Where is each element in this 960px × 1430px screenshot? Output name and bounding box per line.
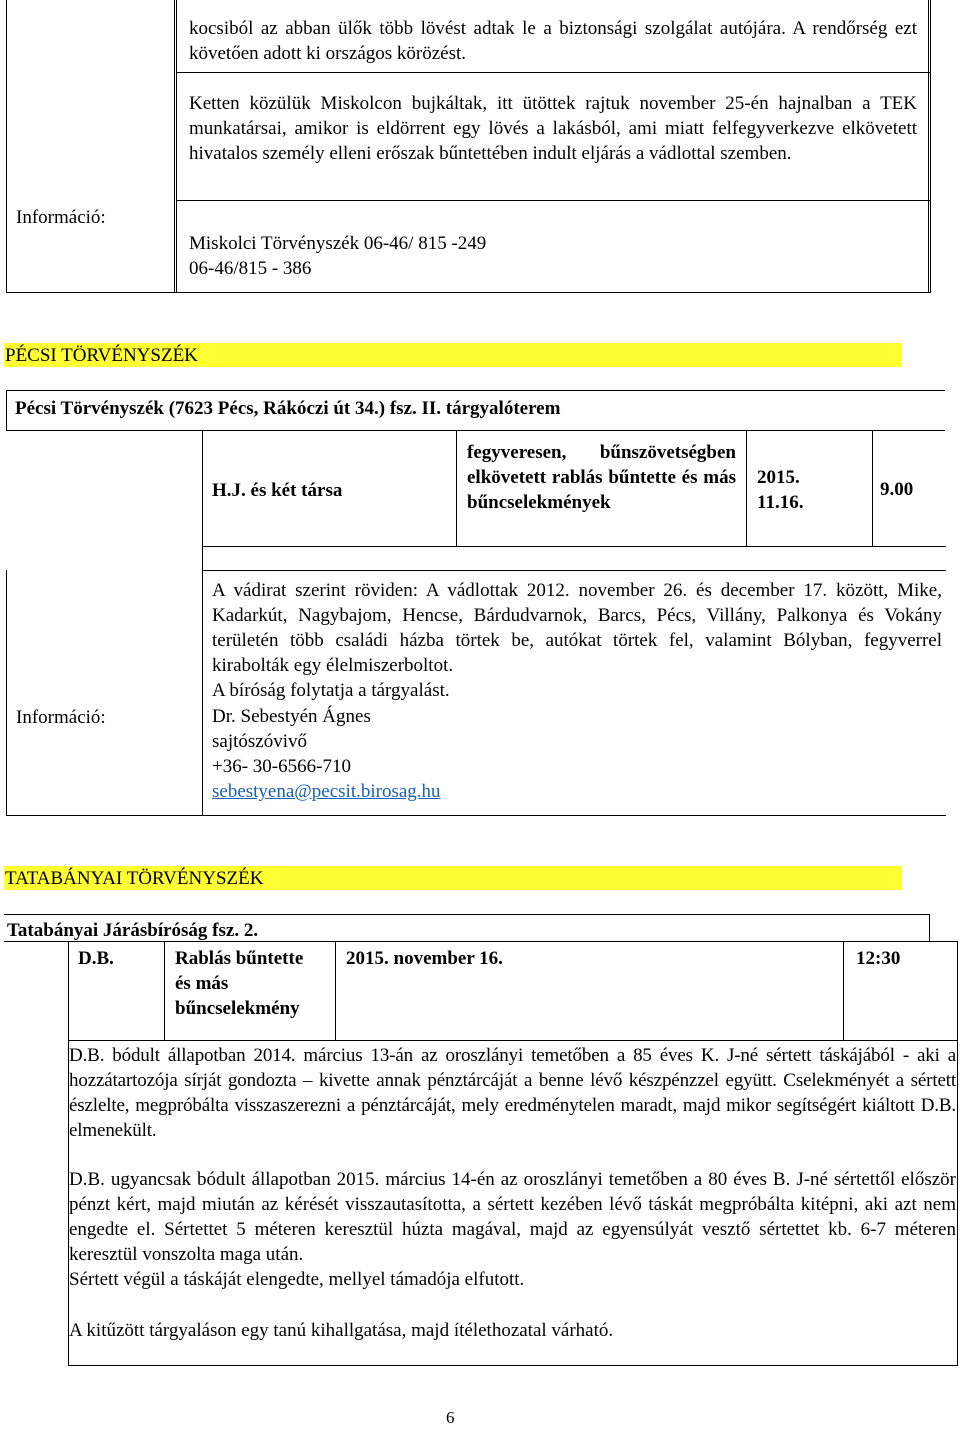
miskolc-court-phone-2: 06-46/815 - 386 <box>189 258 312 279</box>
pecs-contact-name: Dr. Sebestyén Ágnes <box>212 706 371 727</box>
tatabanya-defendant: D.B. <box>78 948 114 969</box>
tatabanya-section-title: TATABÁNYAI TÖRVÉNYSZÉK <box>5 868 264 889</box>
page-number: 6 <box>446 1408 455 1427</box>
pecs-time: 9.00 <box>880 479 914 500</box>
miskolc-intro-text: kocsiból az abban ülők több lövést adtak le a biztonsági szolgálat autójára. A rendőrség ezt követően adott ki országos körözést. <box>189 18 917 64</box>
pecs-contact-phone: +36- 30-6566-710 <box>212 756 351 777</box>
pecs-summary: A vádirat szerint röviden: A vádlottak 2012. november 26. és december 17. között, Mike, Kadarkút, Nagybajom, Hencse, Bárdudvarnok, Barcs, Pécs, Villány, Palkonya és Vokány területén több családi házba törtek be, autókat törtek fel, valamint Bólyban, fegyverrel kirabolták egy élelmiszerboltot. <box>212 580 942 676</box>
miskolc-court-phone-1: Miskolci Törvényszék 06-46/ 815 -249 <box>189 233 487 254</box>
miskolc-detail-text: Ketten közülük Miskolcon bujkáltak, itt ütöttek rajtuk november 25-én hajnalban a TEK munkatársai, amikor is eldörrent egy lövés a lakásból, ami miatt felfegyverkezve elkövetett hivatalos személy elleni erőszak bűntettében indult eljárás a vádlottal szemben. <box>189 93 917 164</box>
pecs-date-day: 11.16. <box>757 492 804 513</box>
pecs-charge: fegyveresen, bűnszövetségben elkövetett rablás bűntette és más bűncselekmények <box>467 442 736 513</box>
tatabanya-charge-line-1: Rablás bűntette <box>175 948 304 969</box>
pecs-date-year: 2015. <box>757 467 800 488</box>
pecs-info-label: Információ: <box>16 707 106 728</box>
tatabanya-para-1: D.B. bódult állapotban 2014. március 13-án az oroszlányi temetőben a 85 éves K. J-né sértett táskájából - aki a hozzátartozója sírját gondozta – kivette annak pénztárcáját a benne lévő készpénzzel együtt. Cselekményét a sértett észlelte, megpróbálta visszaszerezni a pénztárcáját, mely eredménytelen maradt, majd mikor segítségért kiáltott D.B. elmenekült. <box>69 1045 956 1141</box>
miskolc-info-label: Információ: <box>16 207 106 228</box>
pecs-contact-role: sajtószóvivő <box>212 731 307 752</box>
tatabanya-para-4: A kitűzött tárgyaláson egy tanú kihallgatása, majd ítélethozatal várható. <box>69 1320 614 1341</box>
tatabanya-para-2: D.B. ugyancsak bódult állapotban 2015. március 14-én az oroszlányi temetőben a 80 éves B. J-né sértettől először pénzt kért, majd miután az kérését visszautasította, a sértett kezében lévő táskát megpróbálta kitépni, aki azt nem engedte el. Sértettet 5 méteren keresztül húzta magával, majd az egyensúlyát vesztő sértettet kb. 6-7 méteren keresztül vonszolta maga után. <box>69 1169 956 1265</box>
tatabanya-time: 12:30 <box>856 948 901 969</box>
pecs-venue: Pécsi Törvényszék (7623 Pécs, Rákóczi út 34.) fsz. II. tárgyalóterem <box>15 398 561 419</box>
tatabanya-venue: Tatabányai Járásbíróság fsz. 2. <box>7 920 259 941</box>
pecs-continues: A bíróság folytatja a tárgyalást. <box>212 680 450 701</box>
tatabanya-para-3: Sértett végül a táskáját elengedte, mellyel támadója elfutott. <box>69 1269 525 1290</box>
pecs-contact-email-link[interactable]: sebestyena@pecsit.birosag.hu <box>212 781 441 802</box>
tatabanya-charge-line-2: és más <box>175 973 229 994</box>
pecs-section-title: PÉCSI TÖRVÉNYSZÉK <box>5 345 198 366</box>
tatabanya-date: 2015. november 16. <box>346 948 503 969</box>
pecs-defendant: H.J. és két társa <box>212 480 343 501</box>
tatabanya-charge-line-3: bűncselekmény <box>175 998 300 1019</box>
